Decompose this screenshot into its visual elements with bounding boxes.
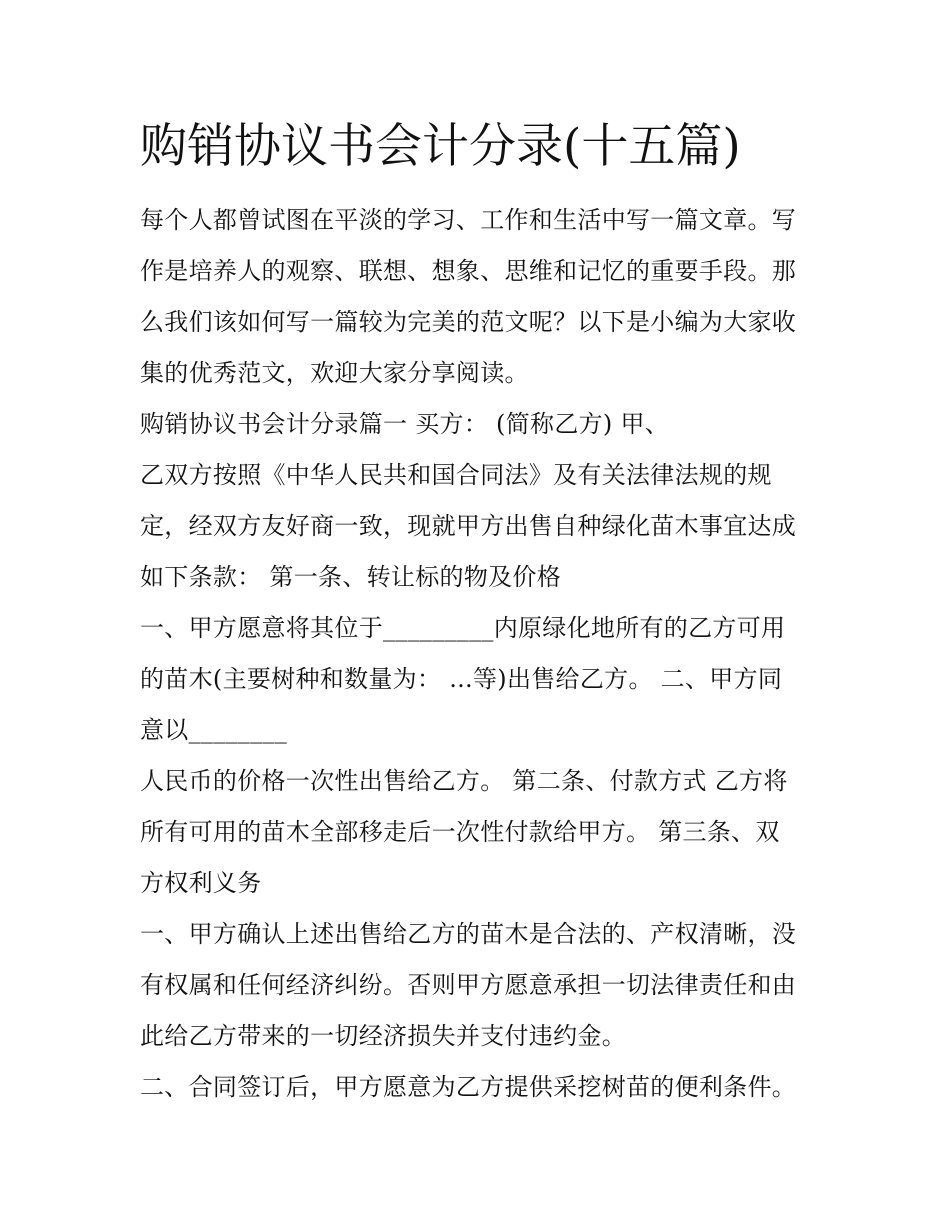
body-line: 此给乙方带来的一切经济损失并支付违约金。: [140, 1022, 626, 1050]
body-line: 所有可用的苗木全部移走后一次性付款给甲方。 第三条、双: [140, 818, 780, 846]
body-line: 乙双方按照《中华人民共和国合同法》及有关法律法规的规: [140, 461, 772, 489]
body-line: 二、合同签订后，甲方愿意为乙方提供采挖树苗的便利条件。: [140, 1073, 797, 1101]
body-line: 人民币的价格一次性出售给乙方。 第二条、付款方式 乙方将: [140, 767, 788, 795]
body-line: 定，经双方友好商一致，现就甲方出售自种绿化苗木事宜达成: [140, 512, 797, 540]
body-line: 如下条款： 第一条、转让标的物及价格: [140, 563, 562, 591]
body-line: 一、甲方愿意将其位于_________内原绿化地所有的乙方可用: [140, 614, 786, 642]
body-line: 的苗木(主要树种和数量为： ...等)出售给乙方。 二、甲方同: [140, 665, 783, 693]
body-line: 么我们该如何写一篇较为完美的范文呢？以下是小编为大家收: [140, 308, 797, 336]
body-line: 意以________: [140, 716, 287, 744]
document-title: 购销协议书会计分录(十五篇): [140, 119, 741, 174]
body-line: 方权利义务: [140, 869, 262, 897]
body-line: 购销协议书会计分录篇一 买方： (简称乙方) 甲、: [140, 410, 670, 438]
body-line: 一、甲方确认上述出售给乙方的苗木是合法的、产权清晰，没: [140, 920, 797, 948]
body-line: 集的优秀范文，欢迎大家分享阅读。: [140, 359, 529, 387]
body-line: 有权属和任何经济纠纷。否则甲方愿意承担一切法律责任和由: [140, 971, 797, 999]
body-line: 作是培养人的观察、联想、想象、思维和记忆的重要手段。那: [140, 257, 797, 285]
document-body: [140, 195, 840, 1113]
body-line: 每个人都曾试图在平淡的学习、工作和生活中写一篇文章。写: [140, 206, 797, 234]
